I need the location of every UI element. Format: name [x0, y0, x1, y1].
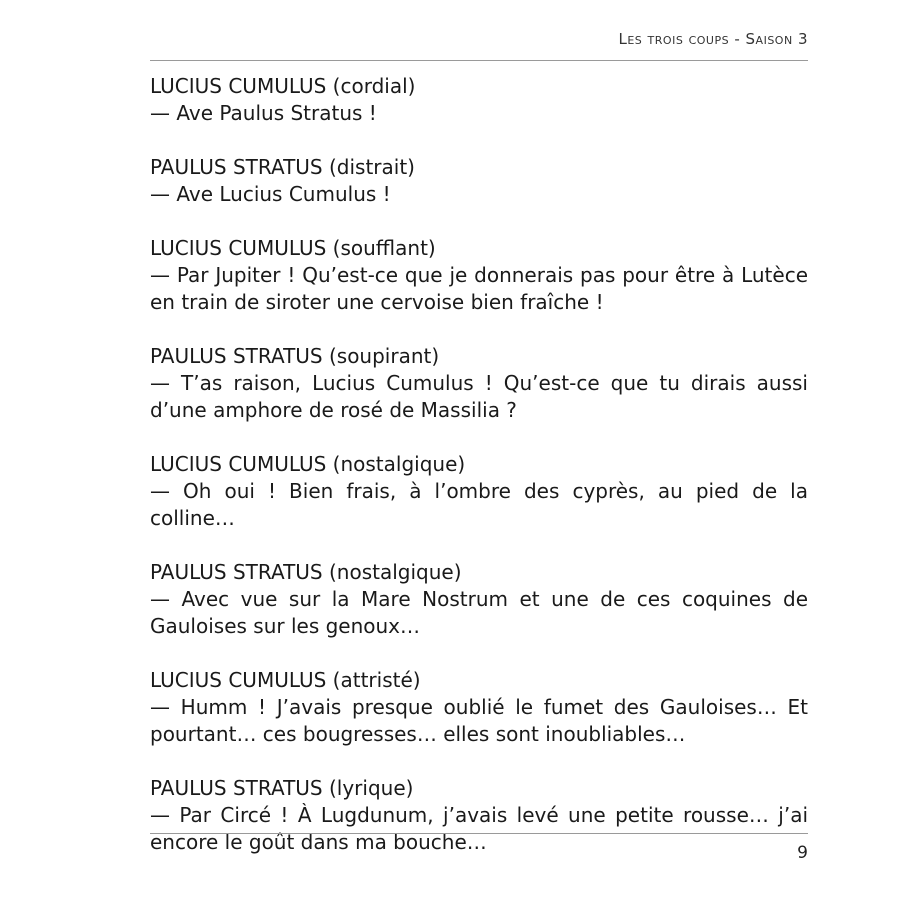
dialogue-text: — Ave Paulus Stratus !	[150, 101, 377, 125]
dialogue-text: — Avec vue sur la Mare Nostrum et une de ces coquines de Gauloises sur les genoux…	[150, 587, 808, 638]
speaker-line: LUCIUS CUMULUS (nostalgique)	[150, 452, 466, 476]
dialogue-block	[150, 343, 808, 424]
dialogue-block	[150, 235, 808, 316]
dialogue-text: — Par Circé ! À Lugdunum, j’avais levé une petite rousse… j’ai encore le goût dans ma bouche…	[150, 803, 808, 854]
play-dialogue	[150, 73, 808, 883]
speaker-line: PAULUS STRATUS (distrait)	[150, 155, 415, 179]
footer-rule	[150, 833, 808, 834]
dialogue-text: — Ave Lucius Cumulus !	[150, 182, 391, 206]
speaker-line: LUCIUS CUMULUS (soufflant)	[150, 236, 436, 260]
dialogue-text: — Oh oui ! Bien frais, à l’ombre des cyprès, au pied de la colline…	[150, 479, 808, 530]
dialogue-block	[150, 667, 808, 748]
dialogue-block	[150, 451, 808, 532]
dialogue-text: — Par Jupiter ! Qu’est-ce que je donnerais pas pour être à Lutèce en train de siroter une cervoise bien fraîche !	[150, 263, 808, 314]
dialogue-text: — T’as raison, Lucius Cumulus ! Qu’est-ce que tu dirais aussi d’une amphore de rosé de Massilia ?	[150, 371, 808, 422]
speaker-line: PAULUS STRATUS (lyrique)	[150, 776, 414, 800]
page-number: 9	[797, 843, 808, 863]
speaker-line: LUCIUS CUMULUS (attristé)	[150, 668, 421, 692]
dialogue-block	[150, 559, 808, 640]
dialogue-block	[150, 73, 808, 127]
dialogue-text: — Humm ! J’avais presque oublié le fumet des Gauloises… Et pourtant… ces bougresses… elles sont inoubliables…	[150, 695, 808, 746]
header-rule	[150, 60, 808, 61]
speaker-line: PAULUS STRATUS (nostalgique)	[150, 560, 462, 584]
speaker-line: LUCIUS CUMULUS (cordial)	[150, 74, 416, 98]
running-header: Les trois coups - Saison 3	[618, 30, 808, 48]
dialogue-block	[150, 154, 808, 208]
speaker-line: PAULUS STRATUS (soupirant)	[150, 344, 440, 368]
